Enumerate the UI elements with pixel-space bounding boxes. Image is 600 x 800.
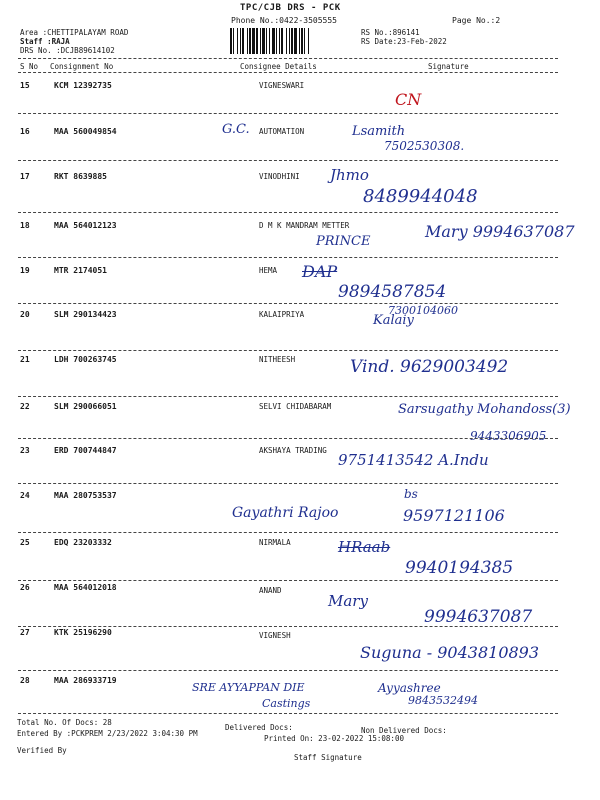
row-sno: 16: [20, 127, 30, 136]
row-divider: [18, 396, 558, 397]
signature-phone: 7300104060: [388, 304, 458, 317]
row-sno: 28: [20, 676, 30, 685]
signature-phone: 7502530308.: [384, 139, 465, 153]
row-sno: 24: [20, 491, 30, 500]
row-consignee: SELVI CHIDABARAM: [259, 402, 332, 411]
row-consignment: MAA 286933719: [54, 676, 117, 685]
row-consignment: MAA 560049854: [54, 127, 117, 136]
signature-phone: Mary 9994637087: [425, 222, 575, 241]
staff-label: Staff :RAJA: [20, 37, 70, 46]
rs-date: RS Date:23-Feb-2022: [361, 37, 447, 46]
row-consignment: LDH 700263745: [54, 355, 117, 364]
signature-phone: 9994637087: [424, 607, 533, 627]
rs-number: RS No.:896141: [361, 28, 420, 37]
row-consignee: VINODHINI: [259, 172, 300, 181]
signature-phone: 9894587854: [338, 282, 447, 302]
row-divider: [18, 713, 558, 714]
document-title: TPC/CJB DRS - PCK: [240, 3, 341, 13]
column-header-divider: [18, 72, 558, 73]
row-sno: 21: [20, 355, 30, 364]
signature-name: Mary: [328, 592, 368, 610]
signature-phone: 9843532494: [408, 694, 478, 707]
signature-name: 9751413542 A.Indu: [338, 451, 489, 469]
total-docs: Total No. Of Docs: 28: [17, 718, 112, 727]
row-divider: [18, 580, 558, 581]
barcode: [230, 28, 356, 54]
row-consignment: EDQ 23203332: [54, 538, 112, 547]
row-divider: [18, 438, 558, 439]
signature-phone: 9940194385: [405, 558, 514, 578]
row-consignee: NITHEESH: [259, 355, 296, 364]
row-consignee: VIGNESH: [259, 631, 291, 640]
col-consignee: Consignee Details: [240, 62, 317, 71]
signature-mark: bs: [404, 487, 418, 501]
row-consignment: KTK 25196290: [54, 628, 112, 637]
col-sno: S No: [20, 62, 39, 71]
row-divider: [18, 670, 558, 671]
row-sno: 15: [20, 81, 30, 90]
row-divider: [18, 160, 558, 161]
row-consignee: D M K MANDRAM METTER: [259, 221, 350, 230]
signature-name: Lsamith: [352, 124, 406, 139]
row-sno: 18: [20, 221, 30, 230]
row-sno: 25: [20, 538, 30, 547]
row-divider: [18, 303, 558, 304]
drs-number: DRS No. :DCJB89614102: [20, 46, 115, 55]
row-divider: [18, 626, 558, 627]
signature-company-line2: Castings: [262, 697, 311, 710]
signature-name: Kalaiy: [373, 313, 414, 328]
signature-company: SRE AYYAPPAN DIE: [192, 681, 305, 694]
consignee-prefix: G.C.: [222, 122, 250, 137]
row-consignee: AKSHAYA TRADING: [259, 446, 327, 455]
row-divider: [18, 257, 558, 258]
row-consignment: MTR 2174051: [54, 266, 107, 275]
staff-signature: Staff Signature: [294, 753, 362, 762]
row-divider: [18, 212, 558, 213]
row-divider: [18, 350, 558, 351]
signature-name: Suguna - 9043810893: [360, 643, 540, 662]
page-number: Page No.:2: [452, 16, 501, 25]
row-consignment: MAA 564012123: [54, 221, 117, 230]
row-sno: 17: [20, 172, 30, 181]
row-consignment: SLM 290066051: [54, 402, 117, 411]
row-consignee: NIRMALA: [259, 538, 291, 547]
signature-name: Gayathri Rajoo: [232, 505, 339, 521]
phone-number: Phone No.:0422-3505555: [231, 16, 337, 25]
signature-name: Jhmo: [330, 166, 369, 184]
col-signature: Signature: [428, 62, 469, 71]
row-sno: 23: [20, 446, 30, 455]
row-consignment: MAA 564012018: [54, 583, 117, 592]
signature-name: HRaab: [338, 538, 391, 556]
signature-name: Sarsugathy Mohandoss(3): [398, 402, 571, 417]
row-sno: 22: [20, 402, 30, 411]
signature-phone: 9597121106: [403, 506, 505, 525]
non-delivered-docs: Non Delivered Docs:: [361, 726, 447, 735]
row-sno: 19: [20, 266, 30, 275]
signature-mark: CN: [395, 90, 422, 109]
row-consignment: ERD 700744847: [54, 446, 117, 455]
row-sno: 26: [20, 583, 30, 592]
row-sno: 20: [20, 310, 30, 319]
verified-by: Verified By: [17, 746, 67, 755]
row-divider: [18, 113, 558, 114]
signature-name: Ayyashree: [378, 681, 441, 695]
printed-on: Printed On: 23-02-2022 15:08:00: [264, 734, 404, 743]
row-consignee: VIGNESWARI: [259, 81, 305, 90]
signature-phone: 9443306905: [470, 429, 547, 443]
row-consignee: AUTOMATION: [259, 127, 305, 136]
area-label: Area :CHETTIPALAYAM ROAD: [20, 28, 129, 37]
row-divider: [18, 532, 558, 533]
row-consignment: KCM 12392735: [54, 81, 112, 90]
header-divider: [18, 58, 558, 59]
entered-by: Entered By :PCKPREM 2/23/2022 3:04:30 PM: [17, 729, 198, 738]
delivered-docs: Delivered Docs:: [225, 723, 293, 732]
row-consignment: RKT 8639885: [54, 172, 107, 181]
row-consignee: KALAIPRIYA: [259, 310, 305, 319]
signature-name: PRINCE: [316, 234, 371, 249]
signature-phone: 8489944048: [363, 186, 478, 207]
row-consignee: HEMA: [259, 266, 278, 275]
row-consignment: SLM 290134423: [54, 310, 117, 319]
row-sno: 27: [20, 628, 30, 637]
row-divider: [18, 483, 558, 484]
signature-name: DAP: [302, 262, 338, 281]
row-consignment: MAA 280753537: [54, 491, 117, 500]
row-consignee: ANAND: [259, 586, 282, 595]
col-consignment: Consignment No: [50, 62, 114, 71]
signature-name: Vind. 9629003492: [350, 357, 509, 377]
